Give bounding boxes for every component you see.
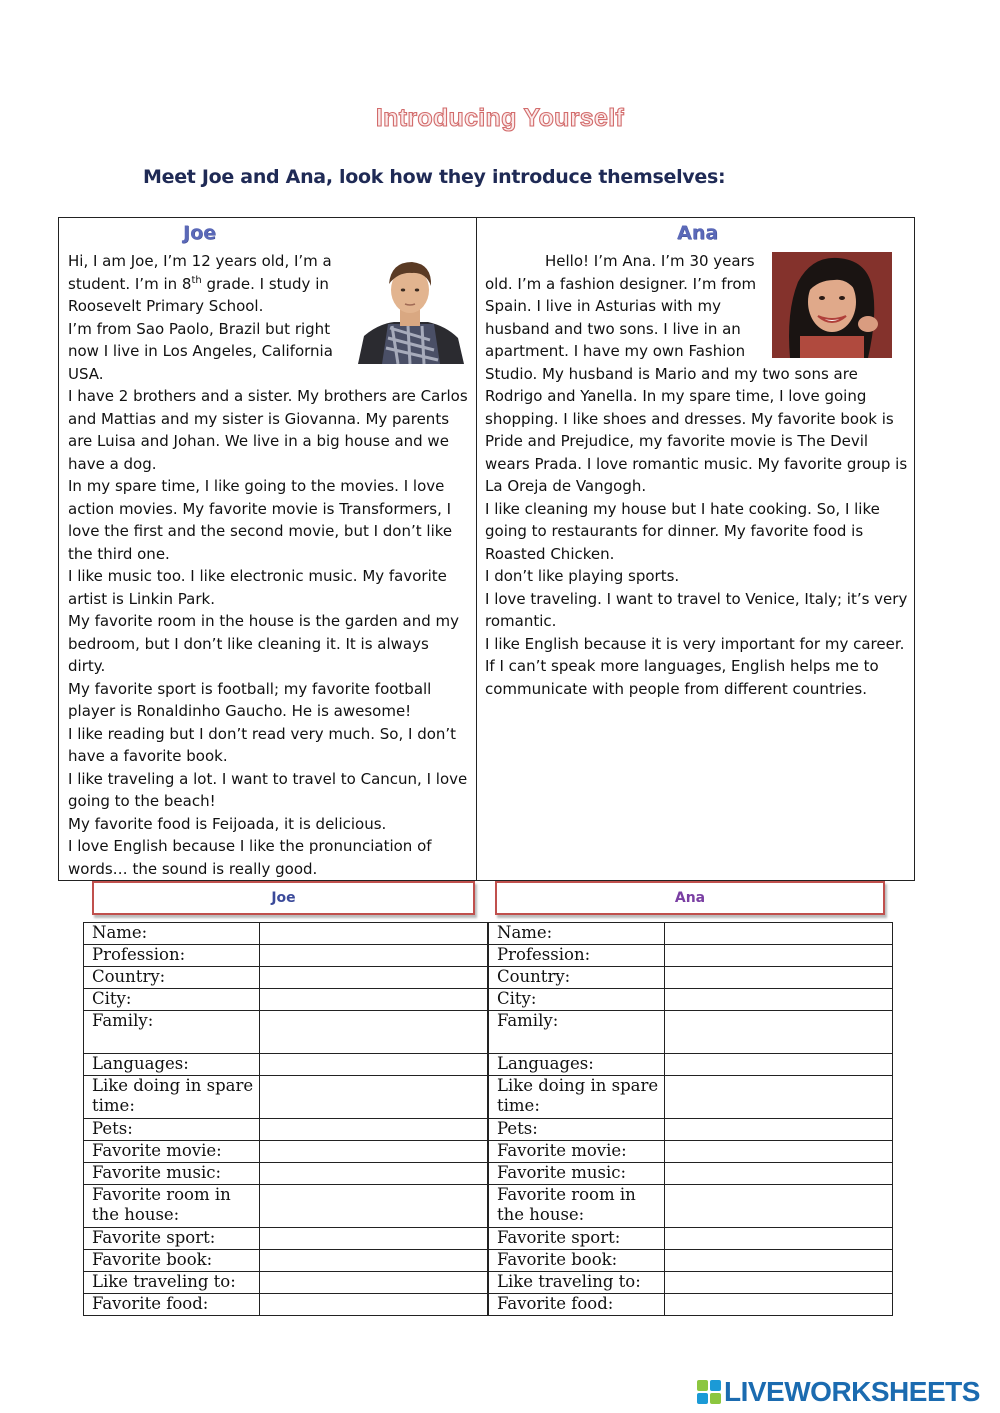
field-answer-cell[interactable] xyxy=(664,1076,892,1119)
ana-para: I don’t like playing sports. xyxy=(485,567,680,585)
field-row xyxy=(489,1141,893,1163)
field-row xyxy=(489,1250,893,1272)
field-row xyxy=(489,1163,893,1185)
field-row xyxy=(84,1294,488,1316)
logo-icon xyxy=(697,1380,721,1404)
field-answer-cell[interactable] xyxy=(259,1294,487,1316)
joe-para: I like music too. I like electronic music. My favorite artist is Linkin Park. xyxy=(68,567,447,608)
field-label: Like traveling to: xyxy=(84,1272,260,1294)
joe-table-label: Joe xyxy=(92,881,475,915)
field-row xyxy=(489,1054,893,1076)
field-answer-cell[interactable] xyxy=(259,1185,487,1228)
joe-info-table xyxy=(83,922,488,1316)
joe-para: My favorite sport is football; my favorite football player is Ronaldinho Gaucho. He is awesome! xyxy=(68,679,432,720)
field-row xyxy=(84,967,488,989)
field-row xyxy=(84,1054,488,1076)
field-answer-cell[interactable] xyxy=(259,1228,487,1250)
field-answer-cell[interactable] xyxy=(259,967,487,989)
field-row xyxy=(489,945,893,967)
field-label: Name: xyxy=(489,923,665,945)
field-row xyxy=(84,1185,488,1228)
field-answer-cell[interactable] xyxy=(259,1141,487,1163)
logo-text: LIVEWORKSHEETS xyxy=(724,1376,980,1407)
joe-para: I like traveling a lot. I want to travel to Cancun, I love going to the beach! xyxy=(68,769,468,810)
field-answer-cell[interactable] xyxy=(664,1011,892,1054)
field-answer-cell[interactable] xyxy=(664,945,892,967)
field-answer-cell[interactable] xyxy=(259,1272,487,1294)
ana-para: I love traveling. I want to travel to Venice, Italy; it’s very romantic. xyxy=(485,589,908,630)
field-label: Languages: xyxy=(489,1054,665,1076)
field-answer-cell[interactable] xyxy=(664,989,892,1011)
joe-para: I have 2 brothers and a sister. My brothers are Carlos and Mattias and my sister is Giovanna. My parents are Luisa and Johan. We live in a big house and we have a dog. xyxy=(68,387,468,473)
field-answer-cell[interactable] xyxy=(664,1054,892,1076)
joe-heading: Joe xyxy=(183,222,217,244)
subtitle: Meet Joe and Ana, look how they introduce themselves: xyxy=(143,166,726,188)
field-answer-cell[interactable] xyxy=(664,1141,892,1163)
joe-para: Hi, I am Joe, I’m 12 years old, I’m a student. I’m in 8th grade. I study in Roosevelt Primary School. xyxy=(68,252,332,315)
stories-divider xyxy=(476,217,477,881)
ana-info-table xyxy=(488,922,893,1316)
joe-para: I like reading but I don’t read very much. So, I don’t have a favorite book. xyxy=(68,724,457,765)
ana-para: I like English because it is very important for my career. If I can’t speak more languages, English helps me to communicate with people from different countries. xyxy=(485,634,905,698)
field-row xyxy=(84,1163,488,1185)
field-answer-cell[interactable] xyxy=(259,923,487,945)
field-row xyxy=(489,967,893,989)
joe-story xyxy=(68,250,470,880)
joe-para: In my spare time, I like going to the movies. I love action movies. My favorite movie is Transformers, I love the first and the second movie, but I don’t like the third one. xyxy=(68,477,453,563)
field-label: Profession: xyxy=(489,945,665,967)
field-row xyxy=(84,1272,488,1294)
field-row xyxy=(489,1228,893,1250)
field-row xyxy=(489,1294,893,1316)
field-label: Favorite book: xyxy=(84,1250,260,1272)
field-row xyxy=(489,1185,893,1228)
field-label: Favorite food: xyxy=(84,1294,260,1316)
field-label: Family: xyxy=(489,1011,665,1054)
field-label: Favorite room in the house: xyxy=(84,1185,260,1228)
field-answer-cell[interactable] xyxy=(259,1076,487,1119)
field-row xyxy=(84,1119,488,1141)
field-row xyxy=(84,1250,488,1272)
field-label: Favorite movie: xyxy=(489,1141,665,1163)
field-label: Country: xyxy=(489,967,665,989)
field-label: Pets: xyxy=(84,1119,260,1141)
page-title: Introducing Yourself xyxy=(375,104,625,132)
field-label: Favorite music: xyxy=(84,1163,260,1185)
field-label: Name: xyxy=(84,923,260,945)
field-label: Favorite movie: xyxy=(84,1141,260,1163)
field-answer-cell[interactable] xyxy=(664,1163,892,1185)
field-label: Pets: xyxy=(489,1119,665,1141)
field-label: Like doing in spare time: xyxy=(84,1076,260,1119)
field-label: City: xyxy=(489,989,665,1011)
field-answer-cell[interactable] xyxy=(664,1119,892,1141)
field-label: Like traveling to: xyxy=(489,1272,665,1294)
field-answer-cell[interactable] xyxy=(664,1250,892,1272)
field-answer-cell[interactable] xyxy=(259,989,487,1011)
field-answer-cell[interactable] xyxy=(259,1163,487,1185)
joe-para: My favorite food is Feijoada, it is delicious. xyxy=(68,814,387,833)
field-label: Favorite food: xyxy=(489,1294,665,1316)
field-answer-cell[interactable] xyxy=(664,1228,892,1250)
field-row xyxy=(489,1272,893,1294)
field-label: Languages: xyxy=(84,1054,260,1076)
field-answer-cell[interactable] xyxy=(259,945,487,967)
field-answer-cell[interactable] xyxy=(664,1272,892,1294)
field-row xyxy=(489,989,893,1011)
ana-para: Hello! I’m Ana. I’m 30 years old. I’m a fashion designer. I’m from Spain. I live in Asturias with my husband and two sons. I live in an apartment. I have my own Fashion Studio. My husband is Mario and my two sons are Rodrigo and Yanella. In my spare time, I love going shopping. I like shoes and dresses. My favorite book is Pride and Prejudice, my favorite movie is The Devil wears Prada. I love romantic music. My favorite group is La Oreja de Vangogh. xyxy=(485,252,908,495)
field-row xyxy=(84,1011,488,1054)
field-row xyxy=(489,1119,893,1141)
field-label: Profession: xyxy=(84,945,260,967)
joe-para: My favorite room in the house is the garden and my bedroom, but I don’t like cleaning it. It is always dirty. xyxy=(68,612,459,675)
field-label: Favorite sport: xyxy=(489,1228,665,1250)
ana-table-label: Ana xyxy=(495,881,885,915)
field-answer-cell[interactable] xyxy=(664,967,892,989)
field-label: Favorite room in the house: xyxy=(489,1185,665,1228)
field-label: Like doing in spare time: xyxy=(489,1076,665,1119)
field-row xyxy=(84,1076,488,1119)
ana-story xyxy=(485,250,909,700)
field-label: Favorite book: xyxy=(489,1250,665,1272)
ordinal-suffix: th xyxy=(191,274,202,286)
field-answer-cell[interactable] xyxy=(664,1185,892,1228)
field-row xyxy=(84,1228,488,1250)
field-row xyxy=(489,1011,893,1054)
field-answer-cell[interactable] xyxy=(259,1250,487,1272)
field-row xyxy=(84,989,488,1011)
field-answer-cell[interactable] xyxy=(259,1119,487,1141)
field-row xyxy=(84,945,488,967)
ana-heading: Ana xyxy=(677,222,719,244)
field-answer-cell[interactable] xyxy=(664,1294,892,1316)
joe-para: I love English because I like the pronunciation of words… the sound is really good. xyxy=(68,837,432,878)
field-answer-cell[interactable] xyxy=(664,923,892,945)
field-row xyxy=(84,1141,488,1163)
field-label: Favorite sport: xyxy=(84,1228,260,1250)
field-answer-cell[interactable] xyxy=(259,1011,487,1054)
field-label: Favorite music: xyxy=(489,1163,665,1185)
field-label: Country: xyxy=(84,967,260,989)
field-row xyxy=(489,923,893,945)
field-label: Family: xyxy=(84,1011,260,1054)
field-label: City: xyxy=(84,989,260,1011)
field-answer-cell[interactable] xyxy=(259,1054,487,1076)
ana-para: I like cleaning my house but I hate cooking. So, I like going to restaurants for dinner. My favorite food is Roasted Chicken. xyxy=(485,499,880,563)
joe-para: I’m from Sao Paolo, Brazil but right now I live in Los Angeles, California USA. xyxy=(68,319,333,383)
field-row xyxy=(84,923,488,945)
field-row xyxy=(489,1076,893,1119)
liveworksheets-logo xyxy=(697,1376,980,1408)
